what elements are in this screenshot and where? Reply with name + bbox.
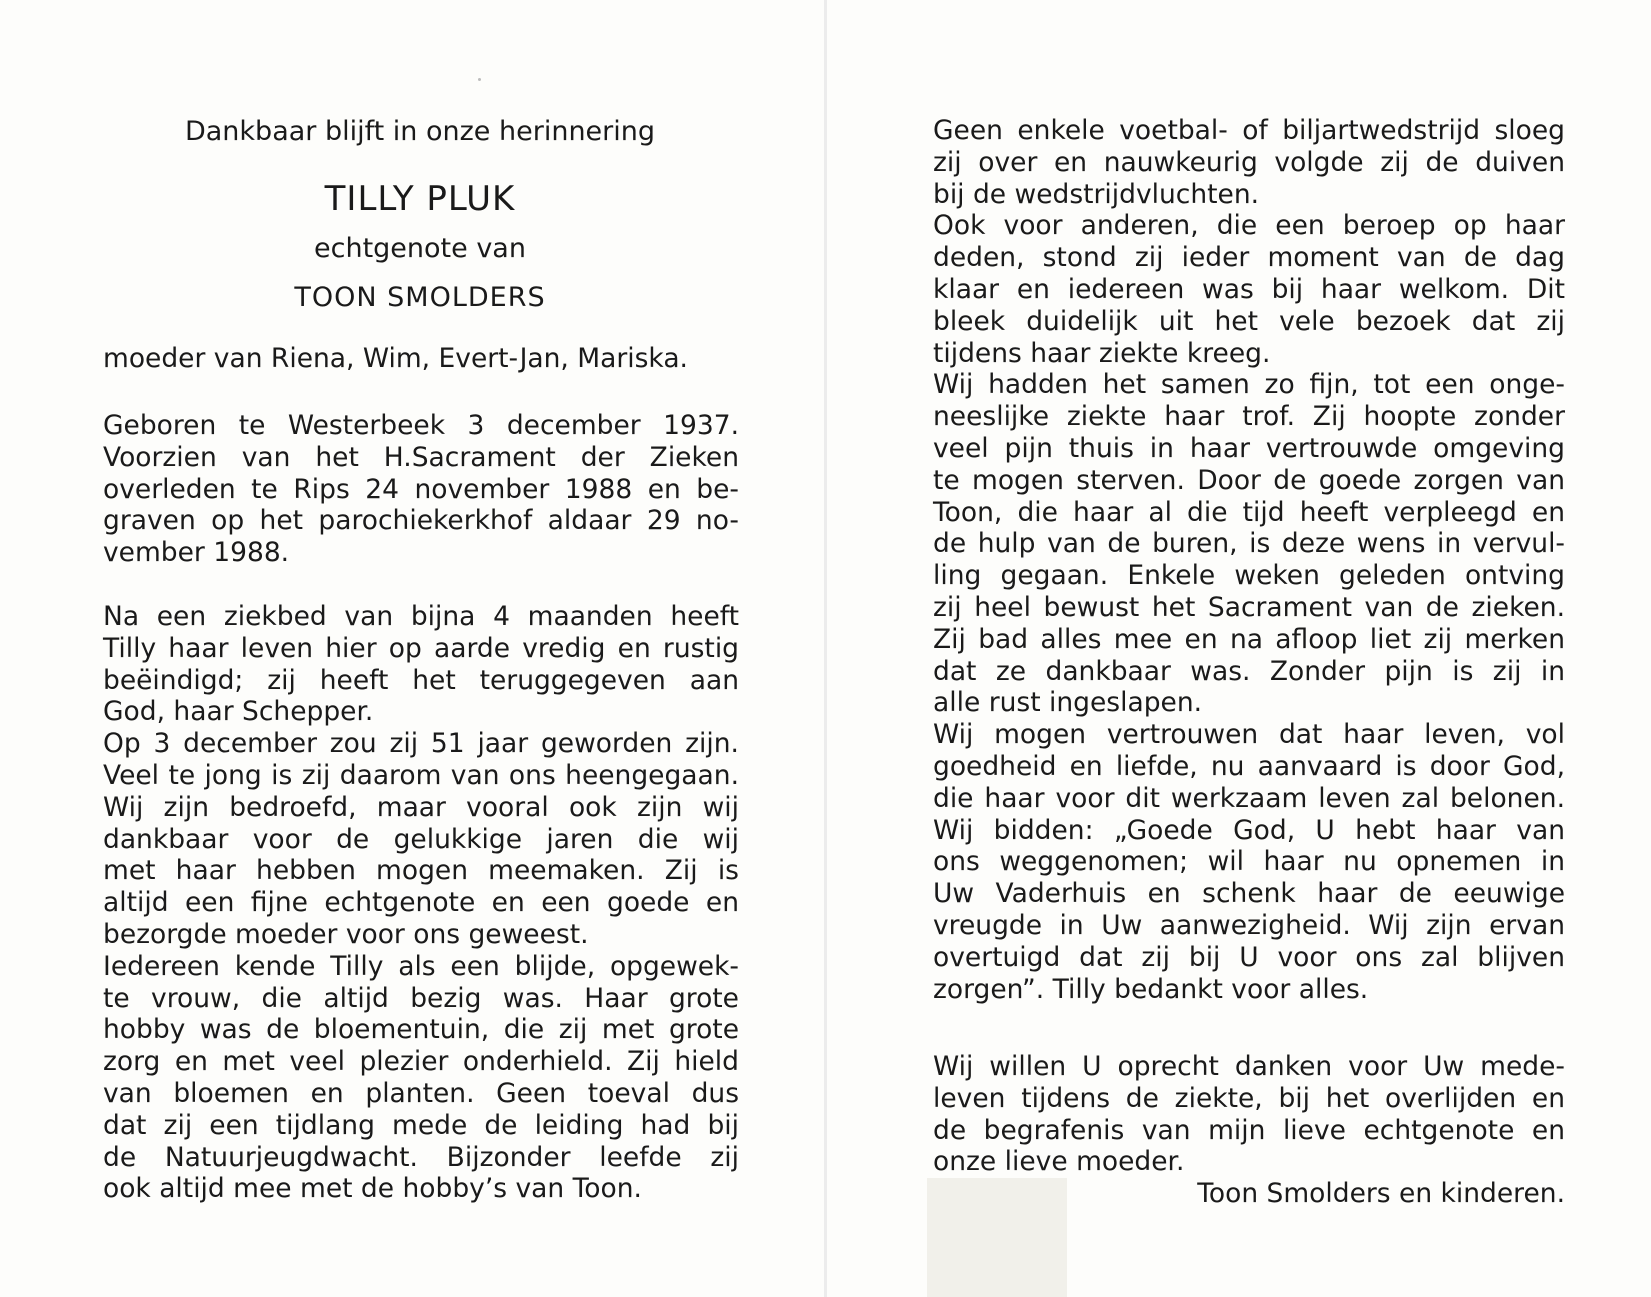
- text-line: graven op het parochiekerkhof aldaar 29 no-: [103, 505, 739, 537]
- text-line: van bloemen en planten. Geen toeval dus: [103, 1077, 739, 1109]
- text-line: zij heel bewust het Sacrament van de zieken.: [933, 591, 1565, 623]
- text-line: Wij mogen vertrouwen dat haar leven, vol: [933, 719, 1565, 751]
- text-line: alle rust ingeslapen.: [933, 687, 1203, 719]
- text-line: te vrouw, die altijd bezig was. Haar grote: [103, 982, 739, 1014]
- text-line: vreugde in Uw aanwezigheid. Wij zijn ervan: [933, 909, 1565, 941]
- text-line: dat zij een tijdlang mede de leiding had bij: [103, 1109, 739, 1141]
- text-line: Na een ziekbed van bijna 4 maanden heeft: [103, 601, 739, 632]
- text-line: ling gegaan. Enkele weken geleden ontving: [933, 560, 1565, 592]
- text-line: tijdens haar ziekte kreeg.: [933, 337, 1271, 369]
- text-line: hobby was de bloementuin, die zij met grote: [103, 1014, 739, 1046]
- text-line: dankbaar voor de gelukkige jaren die wij: [103, 823, 739, 855]
- text-line: zij over en nauwkeurig volgde zij de duiven: [933, 146, 1565, 178]
- text-line: veel pijn thuis in haar vertrouwde omgeving: [933, 432, 1565, 464]
- text-line: vember 1988.: [103, 537, 290, 569]
- remembrance-intro: Dankbaar blijft in onze herinnering: [184, 116, 656, 147]
- text-line: Wij willen U oprecht danken voor Uw mede-: [933, 1051, 1565, 1082]
- text-line: moeder van Riena, Wim, Evert-Jan, Mariska.: [103, 343, 688, 374]
- spouse-label: echtgenote van: [314, 233, 526, 264]
- text-line: ook altijd mee met de hobby’s van Toon.: [103, 1173, 642, 1205]
- text-line: Uw Vaderhuis en schenk haar de eeuwige: [933, 878, 1565, 910]
- text-line: die haar voor dit werkzaam leven zal belonen.: [933, 782, 1565, 814]
- text-line: overtuigd dat zij bij U voor ons zal blijven: [933, 941, 1565, 973]
- text-line: Wij hadden het samen zo fijn, tot een onge-: [933, 369, 1565, 401]
- text-line: bezorgde moeder voor ons geweest.: [103, 918, 589, 950]
- text-line: de hulp van de buren, is deze wens in vervul-: [933, 528, 1565, 560]
- text-line: Wij zijn bedroefd, maar vooral ook zijn wij: [103, 791, 739, 823]
- text-line: neeslijke ziekte haar trof. Zij hoopte zonder: [933, 401, 1565, 433]
- text-line: altijd een fijne echtgenote en een goede en: [103, 887, 739, 919]
- spouse-name: TOON SMOLDERS: [294, 282, 546, 313]
- text-line: Toon, die haar al die tijd heeft verpleegd en: [933, 496, 1565, 528]
- text-line: Geboren te Westerbeek 3 december 1937.: [103, 410, 739, 441]
- text-line: beëindigd; zij heeft het teruggegeven aan: [103, 664, 739, 696]
- text-line: goedheid en liefde, nu aanvaard is door God,: [933, 750, 1565, 782]
- text-line: bij de wedstrijdvluchten.: [933, 178, 1260, 210]
- text-line: ons weggenomen; wil haar nu opnemen in: [933, 846, 1565, 878]
- text-line: bleek duidelijk uit het vele bezoek dat zij: [933, 305, 1565, 337]
- continued-biography-paragraph: [933, 115, 1565, 1005]
- text-line: te mogen sterven. Door de goede zorgen van: [933, 464, 1565, 496]
- card-fold-line: [824, 0, 827, 1297]
- text-line: Tilly haar leven hier op aarde vredig en rustig: [103, 632, 739, 664]
- paper-speck: [478, 78, 481, 81]
- text-line: Ook voor anderen, die een beroep op haar: [933, 210, 1565, 242]
- text-line: overleden te Rips 24 november 1988 en be-: [103, 473, 739, 505]
- text-line: de begrafenis van mijn lieve echtgenote en: [933, 1114, 1565, 1146]
- text-line: met haar hebben mogen meemaken. Zij is: [103, 855, 739, 887]
- text-line: zorg en met veel plezier onderhield. Zij hield: [103, 1046, 739, 1078]
- text-line: God, haar Schepper.: [103, 696, 374, 728]
- text-line: Iedereen kende Tilly als een blijde, opgewek-: [103, 950, 739, 982]
- text-line: onze lieve moeder.: [933, 1146, 1185, 1178]
- text-line: Op 3 december zou zij 51 jaar geworden zijn.: [103, 728, 739, 760]
- text-line: de Natuurjeugdwacht. Bijzonder leefde zij: [103, 1141, 739, 1173]
- text-line: Voorzien van het H.Sacrament der Zieken: [103, 441, 739, 473]
- thanks-paragraph: [933, 1051, 1565, 1210]
- text-line: deden, stond zij ieder moment van de dag: [933, 242, 1565, 274]
- text-line: zorgen”. Tilly bedankt voor alles.: [933, 973, 1369, 1005]
- text-line: klaar en iedereen was bij haar welkom. Dit: [933, 273, 1565, 305]
- text-line: Veel te jong is zij daarom van ons heengegaan.: [103, 759, 739, 791]
- text-line: Geen enkele voetbal- of biljartwedstrijd sloeg: [933, 115, 1565, 146]
- text-line: Zij bad alles mee en na afloop liet zij merken: [933, 623, 1565, 655]
- text-line: Wij bidden: „Goede God, U hebt haar van: [933, 814, 1565, 846]
- birth-death-paragraph: [103, 410, 739, 569]
- text-line: leven tijdens de ziekte, bij het overlijden en: [933, 1082, 1565, 1114]
- text-line: dat ze dankbaar was. Zonder pijn is zij in: [933, 655, 1565, 687]
- deceased-name: TILLY PLUK: [324, 179, 516, 219]
- children-line: [103, 343, 739, 375]
- biography-paragraph: [103, 601, 739, 1205]
- signature-line: Toon Smolders en kinderen.: [1197, 1178, 1565, 1210]
